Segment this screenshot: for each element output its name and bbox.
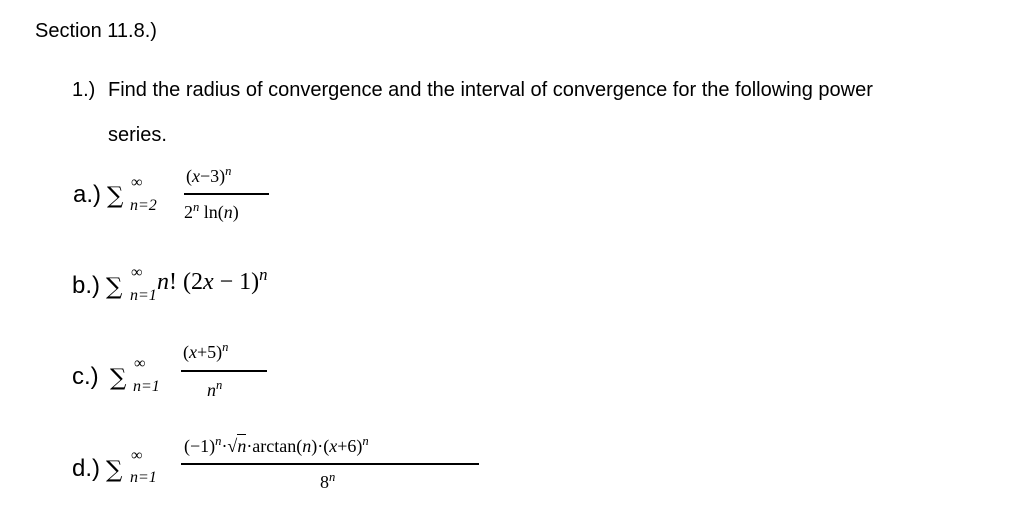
summation-sign: ∑	[106, 457, 123, 483]
sum-upper-limit: ∞	[131, 174, 143, 191]
problem-label: d.)	[72, 455, 101, 482]
sum-lower-limit: n=1	[133, 378, 160, 395]
fraction-numerator: $(-1)^n\cdot√n\cdot\arctan(n)\cdot(x+6)^n$	[184, 434, 369, 456]
fraction-bar	[181, 463, 479, 465]
fraction-numerator: $(x-3)^n$	[186, 164, 232, 186]
problem-label: c.)	[72, 363, 99, 390]
series-term: n! $(2x - 1)^n$	[157, 264, 268, 295]
fraction-bar	[181, 370, 267, 372]
sum-lower-limit: n=2	[130, 197, 157, 214]
fraction-numerator: $(x+5)^n$	[183, 340, 229, 362]
sum-lower-limit: n=1	[130, 287, 157, 304]
sum-upper-limit: ∞	[134, 355, 146, 372]
question-line-2: series.	[108, 124, 167, 146]
fraction-denominator: 2$^n$ ln(n)	[184, 200, 239, 222]
summation-sign: ∑	[106, 274, 123, 300]
section-heading: Section 11.8.)	[35, 20, 157, 42]
question-line-1: Find the radius of convergence and the interval of convergence for the following power	[108, 79, 873, 101]
problem-label: a.)	[73, 181, 102, 208]
problem-label: b.)	[72, 272, 101, 299]
sum-lower-limit: n=1	[130, 469, 157, 486]
fraction-denominator: $n^n$	[207, 378, 223, 400]
sum-upper-limit: ∞	[131, 447, 143, 464]
fraction-denominator: 8$^n$	[320, 470, 336, 492]
summation-sign: ∑	[107, 183, 124, 209]
sum-upper-limit: ∞	[131, 264, 143, 281]
summation-sign: ∑	[110, 365, 127, 391]
question-number: 1.)	[72, 79, 96, 101]
fraction-bar	[184, 193, 269, 195]
